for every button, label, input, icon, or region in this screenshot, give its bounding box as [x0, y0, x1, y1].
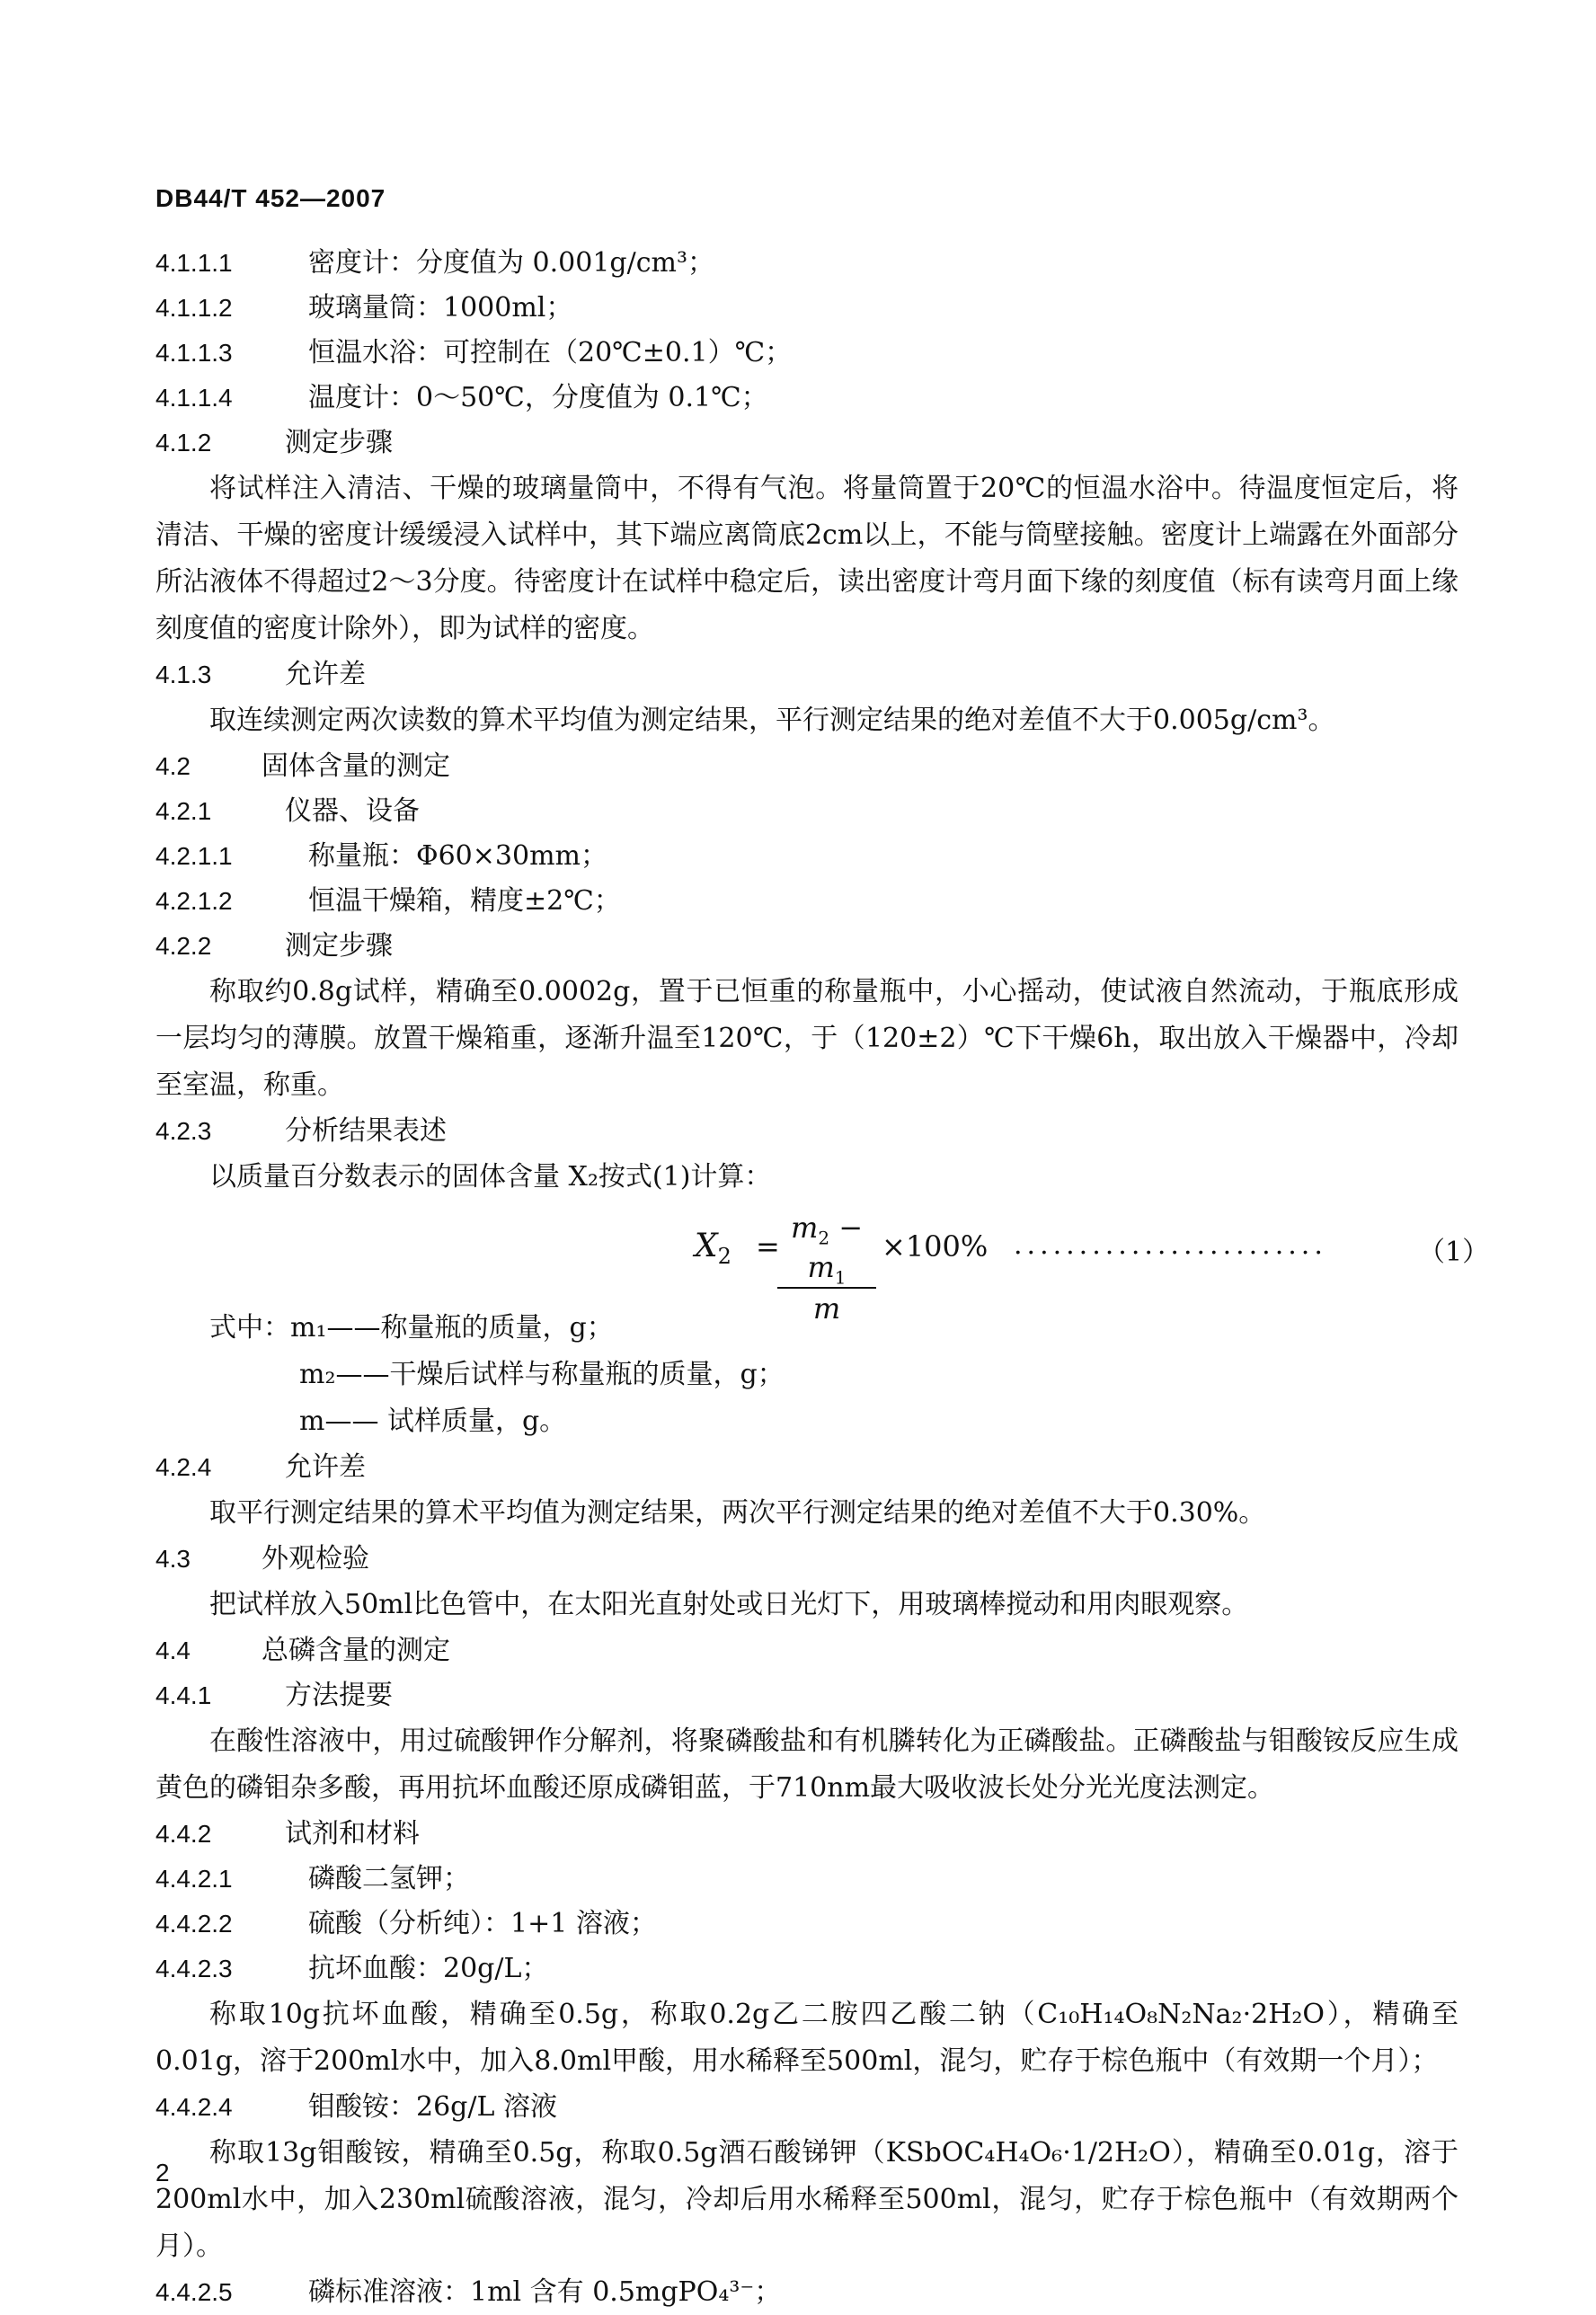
clause-number: 4.4 — [155, 1636, 191, 1664]
clause-number: 4.1.1.1 — [155, 249, 233, 277]
clause-4-4-2-5 — [155, 2270, 1459, 2315]
formula-number: （1） — [1418, 1237, 1490, 1268]
clause-text: 硫酸（分析纯）：1+1 溶液； — [308, 1908, 657, 1939]
clause-4-2-2 — [155, 924, 1459, 969]
clause-number: 4.2 — [155, 752, 191, 780]
clause-number: 4.1.1.3 — [155, 339, 233, 367]
clause-4-4-1 — [155, 1673, 1459, 1718]
clause-number: 4.4.2 — [155, 1820, 212, 1848]
formula-fraction — [777, 1208, 876, 1328]
clause-4-1-1-2 — [155, 286, 1459, 331]
clause-text: 称量瓶：Φ60×30mm； — [308, 840, 607, 872]
paragraph-appearance: 把试样放入50ml比色管中，在太阳光直射处或日光灯下，用玻璃棒搅动和用肉眼观察。 — [209, 1589, 1249, 1620]
clause-4-1-1-1 — [155, 241, 1459, 286]
paragraph-solids-procedure: 称取约0.8g试样，精确至0.0002g，置于已恒重的称量瓶中，小心摇动，使试液自然流动，于瓶底形成一层均匀的薄膜。放置干燥箱重，逐渐升温至120℃，于（120±2）℃下干燥6h，取出放入干燥器中，冷却至室温，称重。 — [155, 976, 1459, 1101]
page-number: 2 — [155, 2159, 170, 2186]
clause-number: 4.4.2.5 — [155, 2278, 233, 2306]
formula-legend-m: m—— 试样质量，g。 — [299, 1406, 567, 1437]
clause-text: 磷酸二氢钾； — [308, 1863, 470, 1894]
clause-4-4-2 — [155, 1812, 1459, 1857]
clause-text: 玻璃量筒：1000ml； — [308, 292, 573, 324]
clause-heading: 总磷含量的测定 — [262, 1635, 450, 1666]
clause-4-4-2-4 — [155, 2085, 1459, 2130]
clause-text: 恒温水浴：可控制在（20℃±0.1）℃； — [308, 337, 793, 368]
clause-text: 抗坏血酸：20g/L； — [308, 1953, 549, 1984]
clause-heading: 允许差 — [285, 1451, 366, 1483]
clause-number: 4.2.4 — [155, 1453, 212, 1481]
formula-multiplier: ×100% — [882, 1229, 989, 1264]
clause-heading: 允许差 — [285, 659, 366, 690]
paragraph-formula-intro: 以质量百分数表示的固体含量 X₂按式(1)计算： — [209, 1161, 772, 1193]
formula-numerator: $m_2 - m_1$ — [777, 1208, 876, 1289]
clause-heading: 测定步骤 — [285, 427, 393, 458]
clause-4-1-2 — [155, 421, 1459, 466]
clause-heading: 试剂和材料 — [285, 1818, 420, 1849]
clause-4-2 — [155, 744, 1459, 789]
clause-text: 磷标准溶液：1ml 含有 0.5mgPO₄³⁻； — [308, 2276, 782, 2308]
clause-heading: 分析结果表述 — [285, 1115, 447, 1147]
paragraph-ascorbic-acid-prep: 称取10g抗坏血酸，精确至0.5g，称取0.2g乙二胺四乙酸二钠（C₁₀H₁₄O₈N₂Na₂·2H₂O），精确至0.01g，溶于200ml水中，加入8.0ml甲酸，用水稀释至500ml，混匀，贮存于棕色瓶中（有效期一个月）； — [155, 1999, 1459, 2077]
formula-denominator: m — [812, 1291, 841, 1326]
clause-4-4 — [155, 1628, 1459, 1673]
clause-4-1-1-4 — [155, 376, 1459, 421]
clause-heading: 外观检验 — [262, 1543, 369, 1574]
formula-equals: = — [756, 1229, 780, 1264]
clause-text: 温度计：0～50℃，分度值为 0.1℃； — [308, 382, 768, 413]
clause-4-1-1-3 — [155, 331, 1459, 376]
clause-4-2-3 — [155, 1109, 1459, 1154]
document-body — [155, 241, 1490, 2315]
clause-4-2-1 — [155, 789, 1459, 834]
formula-legend-m2: m₂——干燥后试样与称量瓶的质量，g； — [299, 1359, 785, 1390]
clause-number: 4.3 — [155, 1545, 191, 1573]
clause-number: 4.2.2 — [155, 932, 212, 960]
clause-number: 4.2.1 — [155, 797, 212, 825]
formula-leader-dots: ........................ — [1014, 1229, 1327, 1261]
clause-number: 4.4.2.4 — [155, 2093, 233, 2121]
paragraph-method-summary: 在酸性溶液中，用过硫酸钾作分解剂，将聚磷酸盐和有机膦转化为正磷酸盐。正磷酸盐与钼酸铵反应生成黄色的磷钼杂多酸，再用抗坏血酸还原成磷钼蓝，于710nm最大吸收波长处分光光度法测定。 — [155, 1725, 1459, 1804]
clause-4-1-3 — [155, 652, 1459, 697]
clause-heading: 方法提要 — [285, 1680, 393, 1711]
clause-text: 钼酸铵：26g/L 溶液 — [308, 2091, 557, 2123]
clause-text: 恒温干燥箱，精度±2℃； — [308, 885, 621, 917]
clause-number: 4.4.2.3 — [155, 1955, 233, 1982]
paragraph-solids-tolerance: 取平行测定结果的算术平均值为测定结果，两次平行测定结果的绝对差值不大于0.30%。 — [209, 1497, 1266, 1529]
clause-heading: 测定步骤 — [285, 930, 393, 962]
clause-4-3 — [155, 1537, 1459, 1582]
clause-number: 4.4.2.1 — [155, 1865, 233, 1893]
paragraph-molybdate-prep: 称取13g钼酸铵，精确至0.5g，称取0.5g酒石酸锑钾（KSbOC₄H₄O₆·1/2H₂O），精确至0.01g，溶于200ml水中，加入230ml硫酸溶液，混匀，冷却后用水稀释至500ml，混匀，贮存于棕色瓶中（有效期两个月）。 — [155, 2137, 1459, 2262]
clause-number: 4.2.3 — [155, 1117, 212, 1145]
clause-4-2-1-1 — [155, 834, 1459, 879]
clause-number: 4.4.1 — [155, 1681, 212, 1709]
clause-number: 4.1.1.2 — [155, 294, 233, 322]
clause-number: 4.1.3 — [155, 661, 212, 688]
clause-heading: 仪器、设备 — [285, 795, 420, 827]
clause-number: 4.4.2.2 — [155, 1910, 233, 1938]
paragraph-density-tolerance: 取连续测定两次读数的算术平均值为测定结果，平行测定结果的绝对差值不大于0.005g/cm³。 — [209, 705, 1335, 736]
formula-lhs: $X_2$ — [695, 1228, 732, 1270]
paragraph-density-procedure: 将试样注入清洁、干燥的玻璃量筒中，不得有气泡。将量筒置于20℃的恒温水浴中。待温度恒定后，将清洁、干燥的密度计缓缓浸入试样中，其下端应离筒底2cm以上，不能与筒壁接触。密度计上端露在外面部分所沾液体不得超过2～3分度。待密度计在试样中稳定后，读出密度计弯月面下缘的刻度值（标有读弯月面上缘刻度值的密度计除外），即为试样的密度。 — [155, 473, 1459, 644]
clause-number: 4.2.1.1 — [155, 842, 233, 870]
document-id-header: DB44/T 452—2007 — [155, 184, 386, 212]
clause-number: 4.2.1.2 — [155, 887, 233, 915]
clause-4-2-1-2 — [155, 879, 1459, 924]
formula-1 — [155, 1208, 1490, 1326]
clause-heading: 固体含量的测定 — [262, 750, 450, 782]
clause-4-4-2-1 — [155, 1857, 1459, 1902]
clause-4-4-2-2 — [155, 1902, 1459, 1947]
formula-legend-m1: 式中：m₁——称量瓶的质量，g； — [209, 1312, 614, 1344]
clause-4-4-2-3 — [155, 1947, 1459, 1991]
clause-text: 密度计：分度值为 0.001g/cm³； — [308, 247, 715, 279]
clause-4-2-4 — [155, 1445, 1459, 1490]
clause-number: 4.1.1.4 — [155, 384, 233, 412]
clause-number: 4.1.2 — [155, 429, 212, 457]
